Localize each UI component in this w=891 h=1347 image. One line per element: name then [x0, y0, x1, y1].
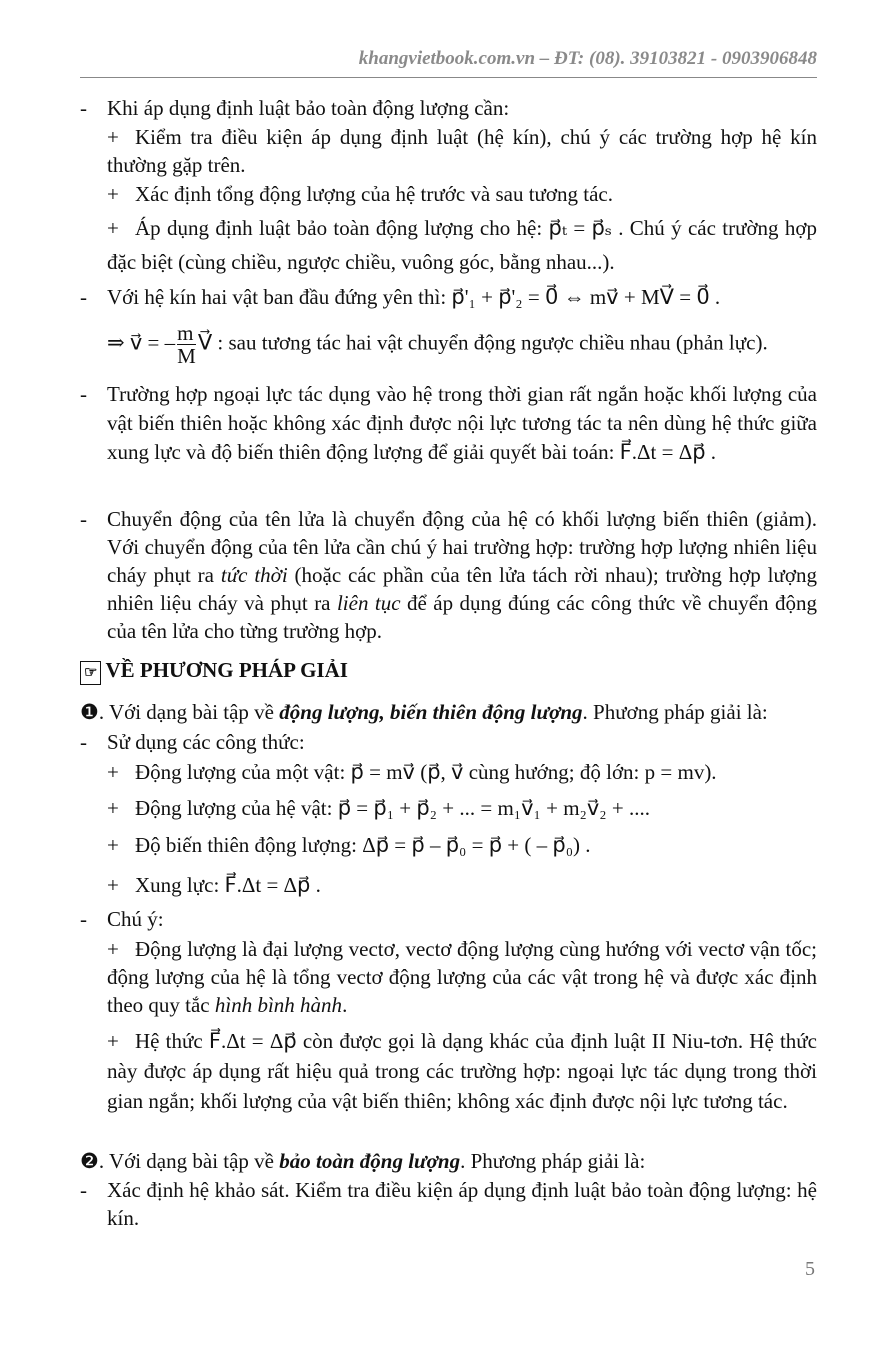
text: . Phương pháp giải là: [460, 1149, 646, 1173]
dash-marker: - [80, 730, 87, 754]
text: Chú ý: [107, 907, 164, 931]
text: Xác định hệ khảo sát. Kiểm tra điều kiện áp dụng định luật bảo toàn động lượng: hệ kín. [107, 1178, 817, 1230]
sub-item [107, 871, 817, 899]
dash-marker: - [80, 507, 87, 531]
formula-text: Xung lực: F⃗.Δt = Δp⃗ . [135, 873, 321, 897]
bullet-item [80, 905, 817, 933]
text: . Phương pháp giải là: [582, 700, 768, 724]
numbered-item [80, 698, 817, 726]
header-rule [80, 77, 817, 78]
plus-marker: + [107, 873, 119, 897]
plus-marker: + [107, 937, 119, 961]
bold-italic-text: bảo toàn động lượng [279, 1149, 461, 1173]
text: ⇒ v⃗ = – [107, 330, 176, 355]
dash-marker: - [80, 382, 87, 406]
sub-item [107, 180, 817, 208]
text: V⃗ : sau tương tác hai vật chuyển động ngược chiều nhau (phản lực). [197, 330, 768, 355]
bold-italic-text: động lượng, biến thiên động lượng [279, 700, 583, 724]
sub-item [107, 1026, 817, 1116]
plus-marker: + [107, 125, 119, 149]
text: . Với dạng bài tập về [98, 700, 280, 724]
text: Trường hợp ngoại lực tác dụng vào hệ trong thời gian rất ngắn hoặc khối lượng của vật biến thiên hoặc không xác định được nội lực tương tác ta nên dùng hệ thức giữa xung lực và độ biến thiên động lượng để giải quyết bài toán: F⃗.Δt = Δp⃗ . [107, 382, 817, 464]
plus-marker: + [107, 760, 119, 784]
text: Khi áp dụng định luật bảo toàn động lượng cần: [107, 96, 510, 120]
sub-item [107, 794, 817, 822]
text: Hệ thức F⃗.Δt = Δp⃗ còn được gọi là dạng khác của định luật II Niu-tơn. Hệ thức này được áp dụng rất hiệu quả trong các trường hợp: ngoại lực tác dụng trong thời gian ngắn; khối lượng của vật biến thiên; không xác định được nội lực tương tác. [107, 1029, 817, 1113]
text: Kiểm tra điều kiện áp dụng định luật (hệ kín), chú ý các trường hợp hệ kín thường gặp trên. [107, 125, 817, 177]
plus-marker: + [107, 182, 119, 206]
formula-text: Động lượng của hệ vật: p⃗ = p⃗₁ + p⃗₂ + ... = m₁v⃗₁ + m₂v⃗₂ + .... [135, 796, 650, 820]
page-number: 5 [805, 1258, 815, 1280]
text: để áp dụng đúng các công thức về chuyển động của tên lửa cho từng trường hợp. [107, 591, 817, 643]
sub-item [107, 211, 817, 279]
text: Động lượng là đại lượng vectơ, vectơ động lượng cùng hướng với vectơ vận tốc; động lượng của hệ là tổng vectơ động lượng của các vật trong hệ và được xác định theo quy tắc [107, 937, 817, 1017]
bullet-item [80, 1176, 817, 1232]
bullet-item [80, 505, 817, 645]
pointing-hand-icon: ☞ [80, 661, 101, 685]
text: Chuyển động của tên lửa là chuyển động của hệ có khối lượng biến thiên (giảm). Với chuyển động của tên lửa cần chú ý hai trường hợp: trường hợp lượng nhiên liệu cháy phụt ra [107, 507, 817, 587]
numbered-item [80, 1147, 817, 1175]
italic-text: liên tục [336, 591, 401, 615]
bullet-item [80, 94, 817, 122]
plus-marker: + [107, 833, 119, 857]
plus-marker: + [107, 216, 119, 240]
text: Sử dụng các công thức: [107, 730, 305, 754]
dash-marker: - [80, 96, 87, 120]
heading-text: VỀ PHƯƠNG PHÁP GIẢI [105, 658, 348, 682]
number-one-icon: ❶ [80, 700, 99, 724]
dash-marker: - [80, 285, 87, 309]
section-heading [80, 656, 348, 685]
italic-text: tức thời [220, 563, 288, 587]
fraction [177, 322, 196, 367]
text: . [342, 993, 348, 1017]
dash-marker: - [80, 1178, 87, 1202]
bullet-item [80, 283, 817, 311]
formula-text: Độ biến thiên động lượng: Δp⃗ = p⃗ – p⃗₀ = p⃗ + ( – p⃗₀) . [135, 833, 591, 857]
sub-item [107, 123, 817, 179]
text: (hoặc các phần của tên lửa tách rời nhau); trường hợp lượng nhiên liệu cháy và phụt ra [107, 563, 817, 615]
sub-item [107, 758, 817, 786]
denominator: M [177, 344, 196, 368]
text: . Với dạng bài tập về [98, 1149, 280, 1173]
plus-marker: + [107, 796, 119, 820]
number-two-icon: ❷ [80, 1149, 99, 1173]
page-header: khangvietbook.com.vn – ĐT: (08). 39103821 - 0903906848 [358, 48, 817, 69]
text: Áp dụng định luật bảo toàn động lượng cho hệ: p⃗ₜ = p⃗ₛ . Chú ý các trường hợp đặc biệt (cùng chiều, ngược chiều, vuông góc, bằng nhau...). [107, 216, 817, 274]
numerator: m [177, 321, 194, 345]
text: Xác định tổng động lượng của hệ trước và sau tương tác. [135, 182, 614, 206]
plus-marker: + [107, 1029, 119, 1053]
bullet-item [80, 728, 817, 756]
formula-line [107, 322, 817, 367]
formula-text: Động lượng của một vật: p⃗ = mv⃗ (p⃗, v⃗ cùng hướng; độ lớn: p = mv). [135, 760, 717, 784]
bullet-item [80, 380, 817, 467]
italic-text: hình bình hành [214, 993, 343, 1017]
sub-item [107, 935, 817, 1019]
dash-marker: - [80, 907, 87, 931]
sub-item [107, 831, 817, 859]
formula-text: Với hệ kín hai vật ban đầu đứng yên thì: p⃗'₁ + p⃗'₂ = 0⃗ ⇔ mv⃗ + MV⃗ = 0⃗ . [107, 285, 721, 309]
